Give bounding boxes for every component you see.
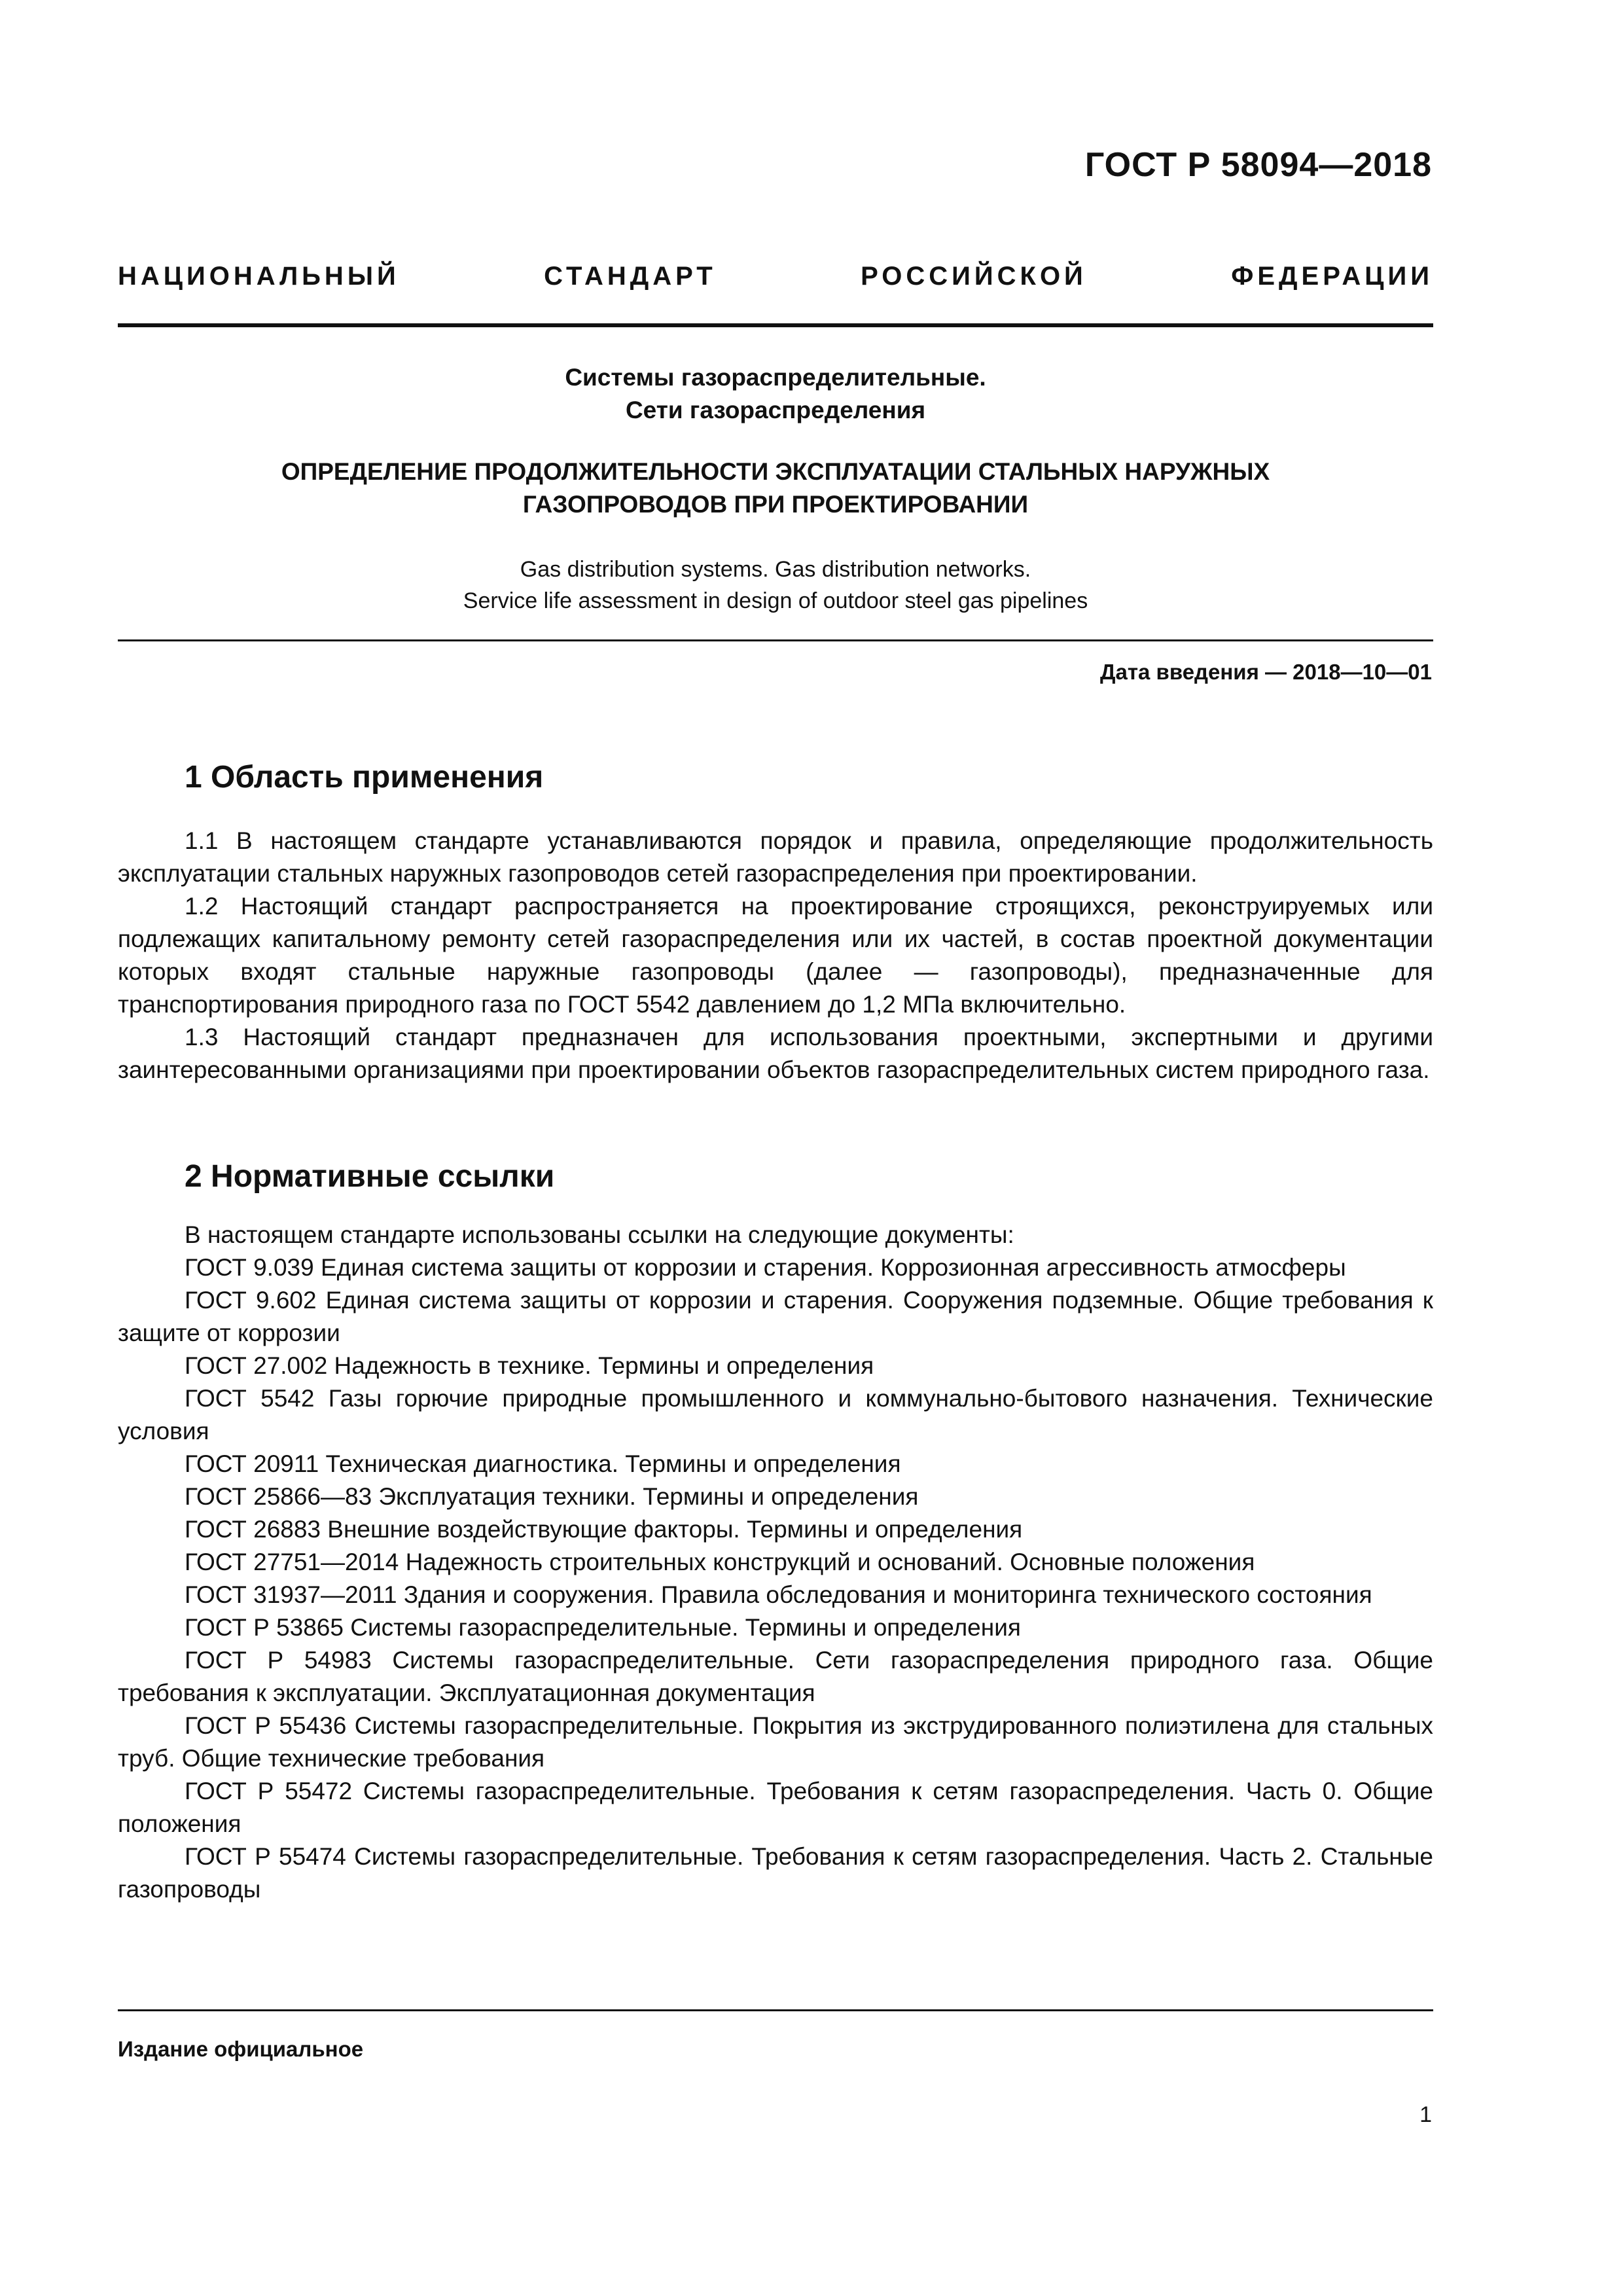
section-1-heading: 1 Область применения bbox=[185, 760, 544, 795]
national-standard-title: НАЦИОНАЛЬНЫЙ СТАНДАРТ РОССИЙСКОЙ ФЕДЕРАЦИИ bbox=[118, 262, 1433, 291]
reference-item: ГОСТ Р 55474 Системы газораспределительные. Требования к сетям газораспределения. Часть 2. Стальные газопроводы bbox=[118, 1843, 1433, 1903]
paragraph: 1.1 В настоящем стандарте устанавливаются порядок и правила, определяющие продолжительность эксплуатации стальных наружных газопроводов сетей газораспределения при проектировании. bbox=[118, 827, 1433, 887]
main-title-line-2: ГАЗОПРОВОДОВ ПРИ ПРОЕКТИРОВАНИИ bbox=[522, 491, 1029, 518]
section-1-body bbox=[118, 825, 1433, 1086]
document-number: ГОСТ Р 58094—2018 bbox=[1084, 146, 1432, 184]
reference-item: ГОСТ 9.602 Единая система защиты от коррозии и старения. Сооружения подземные. Общие требования к защите от коррозии bbox=[118, 1287, 1433, 1346]
edition-label: Издание официальное bbox=[118, 2037, 364, 2061]
paragraph: 1.2 Настоящий стандарт распространяется на проектирование строящихся, реконструируемых или подлежащих капитальному ремонту сетей газораспределения или их частей, в состав проектной документации которых входят стальные наружные газопроводы (далее — газопроводы), предназначенные для транспортирования природного газа по ГОСТ 5542 давлением до 1,2 МПа включительно. bbox=[118, 893, 1433, 1018]
system-title-line-2: Сети газораспределения bbox=[625, 397, 926, 423]
reference-item: ГОСТ 26883 Внешние воздействующие факторы. Термины и определения bbox=[185, 1516, 1023, 1543]
reference-item: ГОСТ 25866—83 Эксплуатация техники. Термины и определения bbox=[185, 1483, 919, 1510]
english-title bbox=[118, 554, 1433, 617]
reference-item: ГОСТ Р 54983 Системы газораспределительные. Сети газораспределения природного газа. Общие требования к эксплуатации. Эксплуатационная документация bbox=[118, 1647, 1433, 1706]
english-title-line-1: Gas distribution systems. Gas distribution networks. bbox=[520, 557, 1031, 582]
reference-item: ГОСТ 27751—2014 Надежность строительных конструкций и оснований. Основные положения bbox=[185, 1549, 1255, 1575]
reference-item: ГОСТ Р 55436 Системы газораспределительные. Покрытия из экструдированного полиэтилена для стальных труб. Общие технические требования bbox=[118, 1712, 1433, 1772]
main-title-line-1: ОПРЕДЕЛЕНИЕ ПРОДОЛЖИТЕЛЬНОСТИ ЭКСПЛУАТАЦИИ СТАЛЬНЫХ НАРУЖНЫХ bbox=[281, 458, 1270, 485]
reference-item: ГОСТ Р 53865 Системы газораспределительные. Термины и определения bbox=[185, 1614, 1021, 1641]
reference-item: ГОСТ 9.039 Единая система защиты от коррозии и старения. Коррозионная агрессивность атмосферы bbox=[185, 1254, 1346, 1281]
system-title-line-1: Системы газораспределительные. bbox=[565, 364, 986, 391]
reference-item: ГОСТ 5542 Газы горючие природные промышленного и коммунально-бытового назначения. Технические условия bbox=[118, 1385, 1433, 1444]
english-title-line-2: Service life assessment in design of outdoor steel gas pipelines bbox=[463, 588, 1088, 613]
section-2-heading: 2 Нормативные ссылки bbox=[185, 1159, 555, 1194]
reference-item: ГОСТ 27.002 Надежность в технике. Термины и определения bbox=[185, 1352, 874, 1379]
paragraph: В настоящем стандарте использованы ссылки на следующие документы: bbox=[185, 1221, 1014, 1248]
title-rule bbox=[118, 639, 1433, 641]
paragraph: 1.3 Настоящий стандарт предназначен для использования проектными, экспертными и другими заинтересованными организациями при проектировании объектов газораспределительных систем природного газа. bbox=[118, 1024, 1433, 1083]
reference-item: ГОСТ 31937—2011 Здания и сооружения. Правила обследования и мониторинга технического состояния bbox=[185, 1581, 1372, 1608]
page-number: 1 bbox=[1419, 2102, 1432, 2127]
reference-item: ГОСТ Р 55472 Системы газораспределительные. Требования к сетям газораспределения. Часть 0. Общие положения bbox=[118, 1778, 1433, 1837]
main-title bbox=[118, 456, 1433, 521]
footer-rule bbox=[118, 2009, 1433, 2011]
section-2-body bbox=[118, 1219, 1433, 1906]
header-rule bbox=[118, 323, 1433, 327]
system-title bbox=[118, 361, 1433, 427]
reference-item: ГОСТ 20911 Техническая диагностика. Термины и определения bbox=[185, 1450, 901, 1477]
introduction-date: Дата введения — 2018—10—01 bbox=[1100, 660, 1432, 684]
